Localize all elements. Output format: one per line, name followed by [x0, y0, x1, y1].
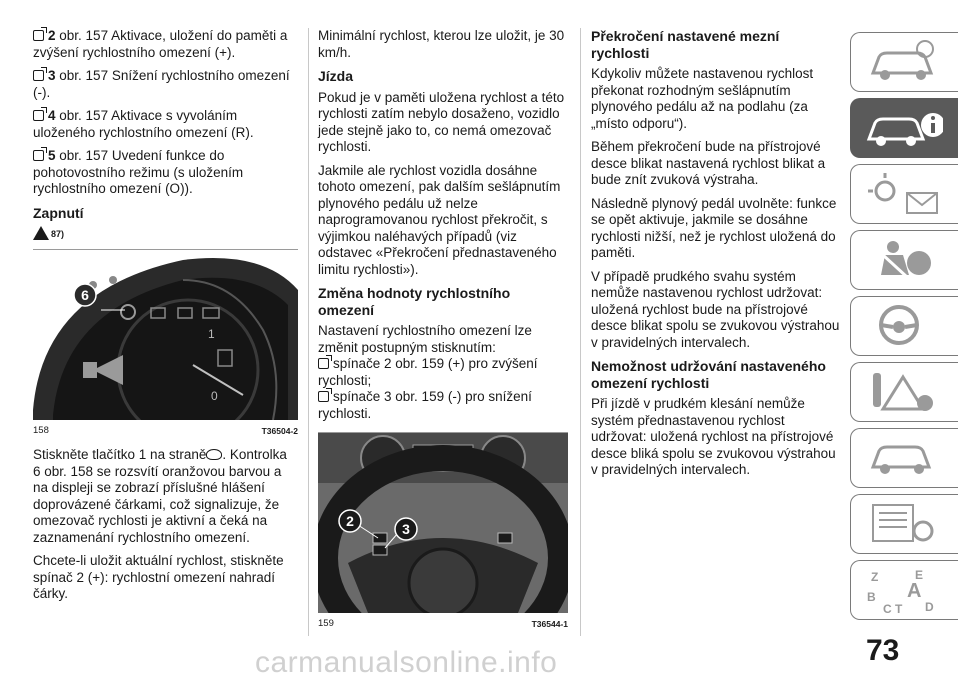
tab-emergency-tools[interactable]	[850, 362, 958, 422]
tab-airbag-safety[interactable]	[850, 230, 958, 290]
list-item: 2 obr. 157 Aktivace, uložení do paměti a zvýšení rychlostního omezení (+).	[33, 28, 288, 60]
svg-text:A: A	[907, 580, 922, 602]
svg-text:T: T	[895, 602, 903, 616]
paragraph: Během překročení bude na přístrojové desce blikat nastavená rychlost blikat a bude znít zvuková výstraha.	[591, 139, 826, 187]
steering-wheel-icon	[863, 303, 943, 349]
paragraph: Pokud je v paměti uložena rychlost a této rychlosti zatím nebylo dosaženo, vozidlo jede stejně jako to, co nemá omezovač rychlosti.	[318, 89, 565, 154]
figure-callout: 6	[81, 286, 89, 303]
paragraph: Minimální rychlost, kterou lze uložit, je 30 km/h.	[318, 28, 565, 60]
tab-car-dashboard[interactable]	[850, 32, 958, 92]
arrow-bullet-icon	[318, 358, 329, 369]
svg-text:D: D	[925, 600, 934, 614]
section-heading: Jízda	[318, 68, 354, 84]
paragraph: Chcete-li uložit aktuální rychlost, stiskněte spínač 2 (+): rychlostní omezení nahradí čárky.	[33, 553, 284, 601]
index-letters-icon	[863, 567, 943, 617]
arrow-bullet-icon	[33, 70, 44, 81]
arrow-bullet-icon	[318, 391, 329, 402]
watermark: carmanualsonline.info	[255, 646, 558, 679]
figure-code: T36544-1	[531, 619, 568, 629]
section-heading: Změna hodnoty rychlostního omezení	[318, 285, 511, 318]
list-item: spínače 3 obr. 159 (-) pro snížení rychlosti.	[318, 389, 532, 421]
tab-technical-data[interactable]	[850, 494, 958, 554]
tab-index[interactable]	[850, 560, 958, 620]
list-item: spínače 2 obr. 159 (+) pro zvýšení rychlosti;	[318, 356, 538, 388]
figure-159	[318, 432, 568, 633]
figure-callout: 3	[402, 521, 410, 537]
airbag-safety-icon	[863, 237, 943, 283]
column-divider	[580, 28, 581, 636]
column-divider	[308, 28, 309, 636]
figure-number: 159	[318, 618, 334, 629]
car-dashboard-icon	[863, 39, 943, 85]
svg-text:Z: Z	[871, 570, 879, 584]
list-item: 3 obr. 157 Snížení rychlostního omezení (-).	[33, 68, 290, 100]
arrow-bullet-icon	[33, 30, 44, 41]
column-right	[591, 28, 841, 486]
warning-triangle-icon	[33, 226, 49, 240]
figure-callout: 2	[346, 513, 354, 529]
figure-code: T36504-2	[261, 425, 298, 436]
paragraph: Kdykoliv můžete nastavenou rychlost překonat rozhodným sešlápnutím plynového pedálu až na podlahu (za „místo odporu“).	[591, 66, 814, 131]
section-heading: Nemožnost udržování nastaveného omezení rychlosti	[591, 358, 826, 391]
steering-wheel-illustration	[318, 433, 568, 613]
arrow-bullet-icon	[33, 150, 44, 161]
paragraph: Stiskněte tlačítko 1 na straně . Kontrolka 6 obr. 158 se rozsvítí oranžovou barvou a na displeji se zobrazí příslušné hlášení doprovázené čárkami, což signalizuje, že omezovač rychlosti je aktivní a čeká na zaznamenání rychlostního omezení.	[33, 447, 287, 545]
technical-data-icon	[863, 501, 943, 547]
paragraph: V případě prudkého svahu systém nemůže nastavenou rychlost udržovat: uložená rychlost bude na přístrojové desce blikat spolu se zvukovou výstrahou v pravidelných intervalech.	[591, 268, 840, 350]
paragraph: Při jízdě v prudkém klesání nemůže systém přednastavenou rychlost udržovat: uložená rychlost na přístrojové desce bliká spolu se zvukovou výstrahou v pravidelných intervalech.	[591, 396, 836, 477]
column-left	[33, 28, 298, 610]
column-middle	[318, 28, 568, 633]
paragraph: Následně plynový pedál uvolněte: funkce se opět aktivuje, jakmile se dosáhne rychlosti nižší, než je rychlost uložená do paměti.	[591, 195, 837, 260]
svg-text:0: 0	[211, 388, 218, 403]
tab-steering-wheel[interactable]	[850, 296, 958, 356]
instrument-cluster-illustration	[33, 250, 298, 420]
warning-reference: 87)	[33, 226, 298, 243]
figure-caption	[318, 613, 568, 633]
paragraph: Jakmile ale rychlost vozidla dosáhne tohoto omezení, pak dalším sešlápnutím plynového pedálu už nelze naprogramovanou rychlost překročit, s výjimkou naléhavých případů (viz odstavec «Překročení přednastaveného limitu rychlosti»).	[318, 162, 561, 277]
paragraph: Nastavení rychlostního omezení lze změnit postupným stisknutím:	[318, 323, 532, 355]
list-item: 5 obr. 157 Uvedení funkce do pohotovostního režimu (s uložením rychlostního omezení (O)).	[33, 148, 244, 196]
section-heading: Zapnutí	[33, 204, 84, 221]
car-maintenance-icon	[863, 435, 943, 481]
warning-lights-icon	[863, 171, 943, 217]
svg-text:B: B	[867, 590, 876, 604]
svg-text:1: 1	[208, 326, 215, 341]
section-heading: Překročení nastavené mezní rychlosti	[591, 28, 780, 61]
svg-text:E: E	[915, 568, 924, 582]
tab-car-info[interactable]	[850, 98, 958, 158]
svg-text:C: C	[883, 602, 892, 616]
car-info-icon	[863, 105, 943, 151]
tab-warning-lights[interactable]	[850, 164, 958, 224]
emergency-tools-icon	[863, 369, 943, 415]
page-number: 73	[866, 634, 900, 667]
figure-caption	[33, 420, 298, 440]
figure-158	[33, 249, 298, 440]
figure-number: 158	[33, 424, 49, 436]
list-item: 4 obr. 157 Aktivace s vyvoláním uloženého rychlostního omezení (R).	[33, 108, 254, 140]
figure-display-readout: 888	[432, 453, 454, 467]
arrow-bullet-icon	[33, 110, 44, 121]
tab-car-maintenance[interactable]	[850, 428, 958, 488]
speed-limiter-icon	[206, 449, 222, 460]
